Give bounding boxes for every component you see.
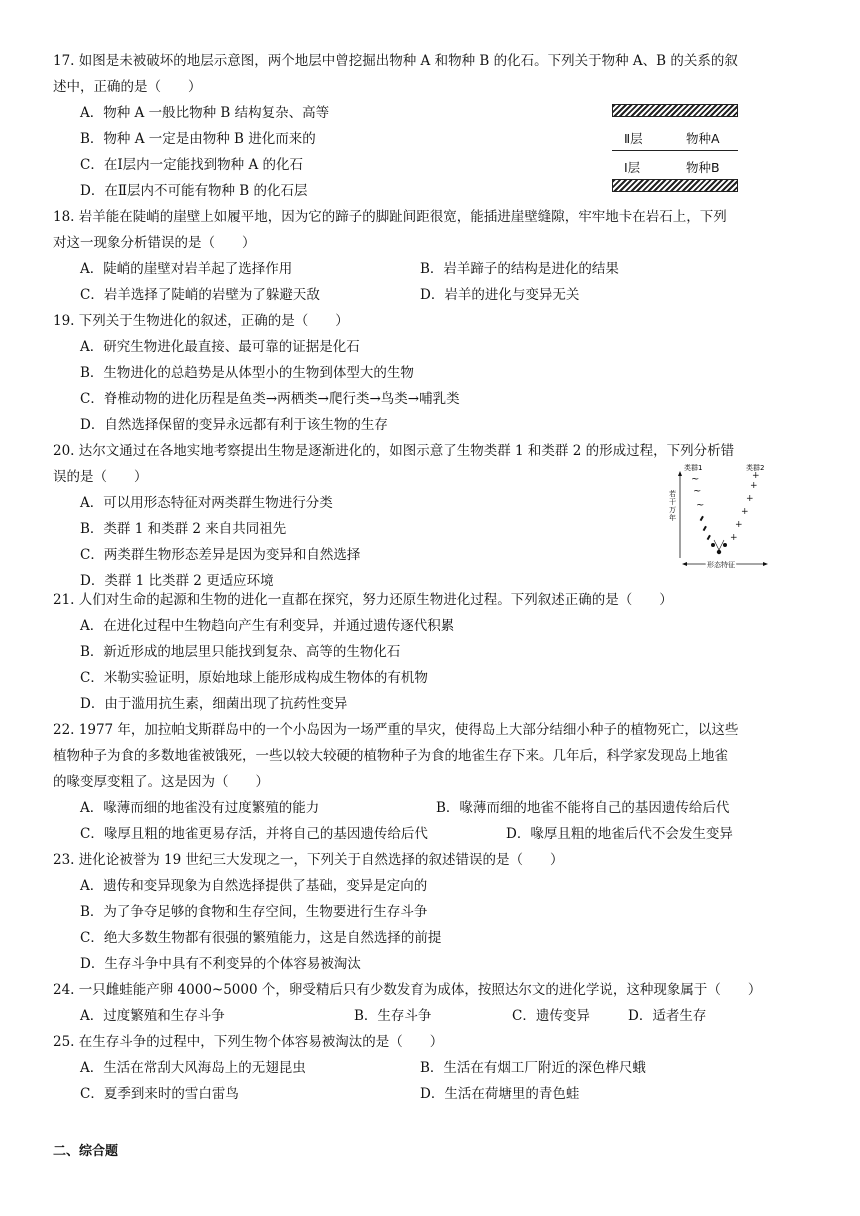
option-25d: D．生活在荷塘里的青色蛙: [420, 1086, 580, 1102]
question-25-line-1: 25. 在生存斗争的过程中，下列生物个体容易被淘汰的是（ ）: [53, 1034, 444, 1050]
question-17-line-1: 17. 如图是未被破坏的地层示意图，两个地层中曾挖掘出物种 A 和物种 B 的化石。下列关于物种 A、B 的关系的叙: [53, 53, 738, 69]
option-18c: C．岩羊选择了陡峭的岩壁为了躲避天敌: [80, 287, 320, 303]
question-24-line-1: 24. 一只雌蛙能产卵 4000~5000 个，卵受精后只有少数发育为成体，按照达尔文的进化学说，这种现象属于（ ）: [53, 982, 762, 998]
option-18a: A．陡峭的崖壁对岩羊起了选择作用: [80, 261, 293, 277]
group-2-label: 类群2: [746, 464, 765, 472]
group-1-marker-2: ~: [693, 486, 702, 497]
branch-arrows: [714, 540, 724, 550]
question-23-line-1: 23. 进化论被誉为 19 世纪三大发现之一，下列关于自然选择的叙述错误的是（ ）: [53, 852, 564, 868]
y-axis-arrow: [678, 471, 682, 476]
y-axis-label-3: 万: [669, 506, 676, 514]
question-18-line-2: 对这一现象分析错误的是（ ）: [53, 235, 256, 251]
option-25a: A．生活在常刮大风海岛上的无翅昆虫: [80, 1060, 306, 1076]
group-2-marker-5: +: [746, 494, 754, 504]
group-1-marker-4: [700, 516, 704, 521]
option-23b: B．为了争夺足够的食物和生存空间，生物要进行生存斗争: [80, 904, 428, 920]
strata-top-band: [612, 104, 738, 117]
question-22-line-3: 的喙变厚变粗了。这是因为（ ）: [53, 774, 269, 790]
option-22a: A．喙薄而细的地雀没有过度繁殖的能力: [80, 800, 320, 816]
option-17b: B．物种 A 一定是由物种 B 进化而来的: [80, 131, 316, 147]
option-20d: D．类群 1 比类群 2 更适应环境: [80, 573, 274, 589]
option-20b: B．类群 1 和类群 2 来自共同祖先: [80, 521, 287, 537]
option-24b: B．生存斗争: [354, 1008, 432, 1024]
group-1-marker-3: ~: [696, 500, 705, 511]
group-1-marker-1: ~: [691, 474, 700, 485]
group-1-markers: [691, 474, 715, 547]
species-a-label: 物种A: [686, 131, 720, 146]
group-1-marker-7: [711, 543, 715, 547]
group-2-marker-6: +: [750, 481, 758, 491]
option-21c: C．米勒实验证明，原始地球上能形成构成生物体的有机物: [80, 670, 428, 686]
x-axis-arrow-right: [763, 562, 768, 566]
option-21d: D．由于滥用抗生素，细菌出现了抗药性变异: [80, 696, 348, 712]
group-1-label: 类群1: [684, 464, 703, 472]
option-23d: D．生存斗争中具有不利变异的个体容易被淘汰: [80, 956, 361, 972]
option-17a: A．物种 A 一般比物种 B 结构复杂、高等: [80, 105, 330, 121]
option-19b: B．生物进化的总趋势是从体型小的生物到体型大的生物: [80, 365, 414, 381]
species-b-label: 物种B: [686, 160, 720, 175]
strata-figure: [612, 104, 738, 196]
ancestor-marker: [717, 550, 721, 554]
group-2-marker-2: +: [730, 533, 738, 543]
option-24c: C．遗传变异: [512, 1008, 590, 1024]
section-heading: 二、综合题: [53, 1144, 119, 1159]
option-22c: C．喙厚且粗的地雀更易存活，并将自己的基因遗传给后代: [80, 826, 428, 842]
option-25c: C．夏季到来时的雪白雷鸟: [80, 1086, 239, 1102]
option-17d: D．在Ⅱ层内不可能有物种 B 的化石层: [80, 183, 308, 199]
y-axis-label-4: 年: [669, 514, 676, 522]
option-19c: C．脊椎动物的进化历程是鱼类→两栖类→爬行类→鸟类→哺乳类: [80, 391, 460, 407]
option-19a: A．研究生物进化最直接、最可靠的证据是化石: [80, 339, 360, 355]
option-23a: A．遗传和变异现象为自然选择提供了基础，变异是定向的: [80, 878, 428, 894]
group-2-marker-1: [723, 543, 727, 547]
question-18-line-1: 18. 岩羊能在陡峭的崖壁上如履平地，因为它的蹄子的脚趾间距很宽，能插进崖壁缝隙，牢牢地卡在岩石上，下列: [53, 209, 727, 225]
question-22-line-1: 22. 1977 年，加拉帕戈斯群岛中的一个小岛因为一场严重的旱灾，使得岛上大部分结细小种子的植物死亡，以这些: [53, 722, 739, 738]
option-24d: D．适者生存: [628, 1008, 707, 1024]
option-24a: A．过度繁殖和生存斗争: [80, 1008, 225, 1024]
y-axis-label-2: 干: [669, 498, 676, 506]
question-22-line-2: 植物种子为食的多数地雀被饿死，一些以较大较硬的植物种子为食的地雀生存下来。几年后，科学家发现岛上地雀: [53, 748, 728, 764]
option-18d: D．岩羊的进化与变异无关: [420, 287, 580, 303]
group-2-marker-3: +: [735, 520, 743, 530]
question-19-line-1: 19. 下列关于生物进化的叙述，正确的是（ ）: [53, 313, 349, 329]
option-21b: B．新近形成的地层里只能找到复杂、高等的生物化石: [80, 644, 401, 660]
layer-1-label: Ⅰ层: [624, 160, 641, 175]
option-18b: B．岩羊蹄子的结构是进化的结果: [420, 261, 619, 277]
option-22d: D．喙厚且粗的地雀后代不会发生变异: [506, 826, 733, 842]
option-17c: C．在Ⅰ层内一定能找到物种 A 的化石: [80, 157, 303, 173]
option-22b: B．喙薄而细的地雀不能将自己的基因遗传给后代: [436, 800, 730, 816]
question-21-line-1: 21. 人们对生命的起源和生物的进化一直都在探究，努力还原生物进化过程。下列叙述正确的是（ ）: [53, 592, 673, 608]
option-25b: B．生活在有烟工厂附近的深色桦尺蛾: [420, 1060, 646, 1076]
group-1-marker-6: [707, 535, 711, 540]
x-axis-label: 形态特征: [707, 561, 735, 569]
layer-2-label: Ⅱ层: [624, 131, 643, 146]
option-23c: C．绝大多数生物都有很强的繁殖能力，这是自然选择的前提: [80, 930, 442, 946]
option-20a: A．可以用形态特征对两类群生物进行分类: [80, 495, 333, 511]
x-axis-arrow-left: [682, 562, 687, 566]
group-1-marker-5: [703, 526, 707, 531]
group-2-marker-7: +: [752, 471, 760, 481]
question-20-line-1: 20. 达尔文通过在各地实地考察提出生物是逐渐进化的，如图示意了生物类群 1 和类群 2 的形成过程，下列分析错: [53, 443, 735, 459]
divergence-figure: [662, 460, 774, 572]
question-20-line-2: 误的是（ ）: [53, 469, 148, 485]
option-21a: A．在进化过程中生物趋向产生有利变异，并通过遗传逐代积累: [80, 618, 455, 634]
y-axis-label-1: 若: [669, 490, 676, 498]
group-2-marker-4: +: [741, 507, 749, 517]
question-17-line-2: 述中，正确的是（ ）: [53, 79, 202, 95]
strata-divider: [612, 150, 738, 151]
option-19d: D．自然选择保留的变异永远都有利于该生物的生存: [80, 417, 388, 433]
option-20c: C．两类群生物形态差异是因为变异和自然选择: [80, 547, 361, 563]
strata-bottom-band: [612, 179, 738, 192]
